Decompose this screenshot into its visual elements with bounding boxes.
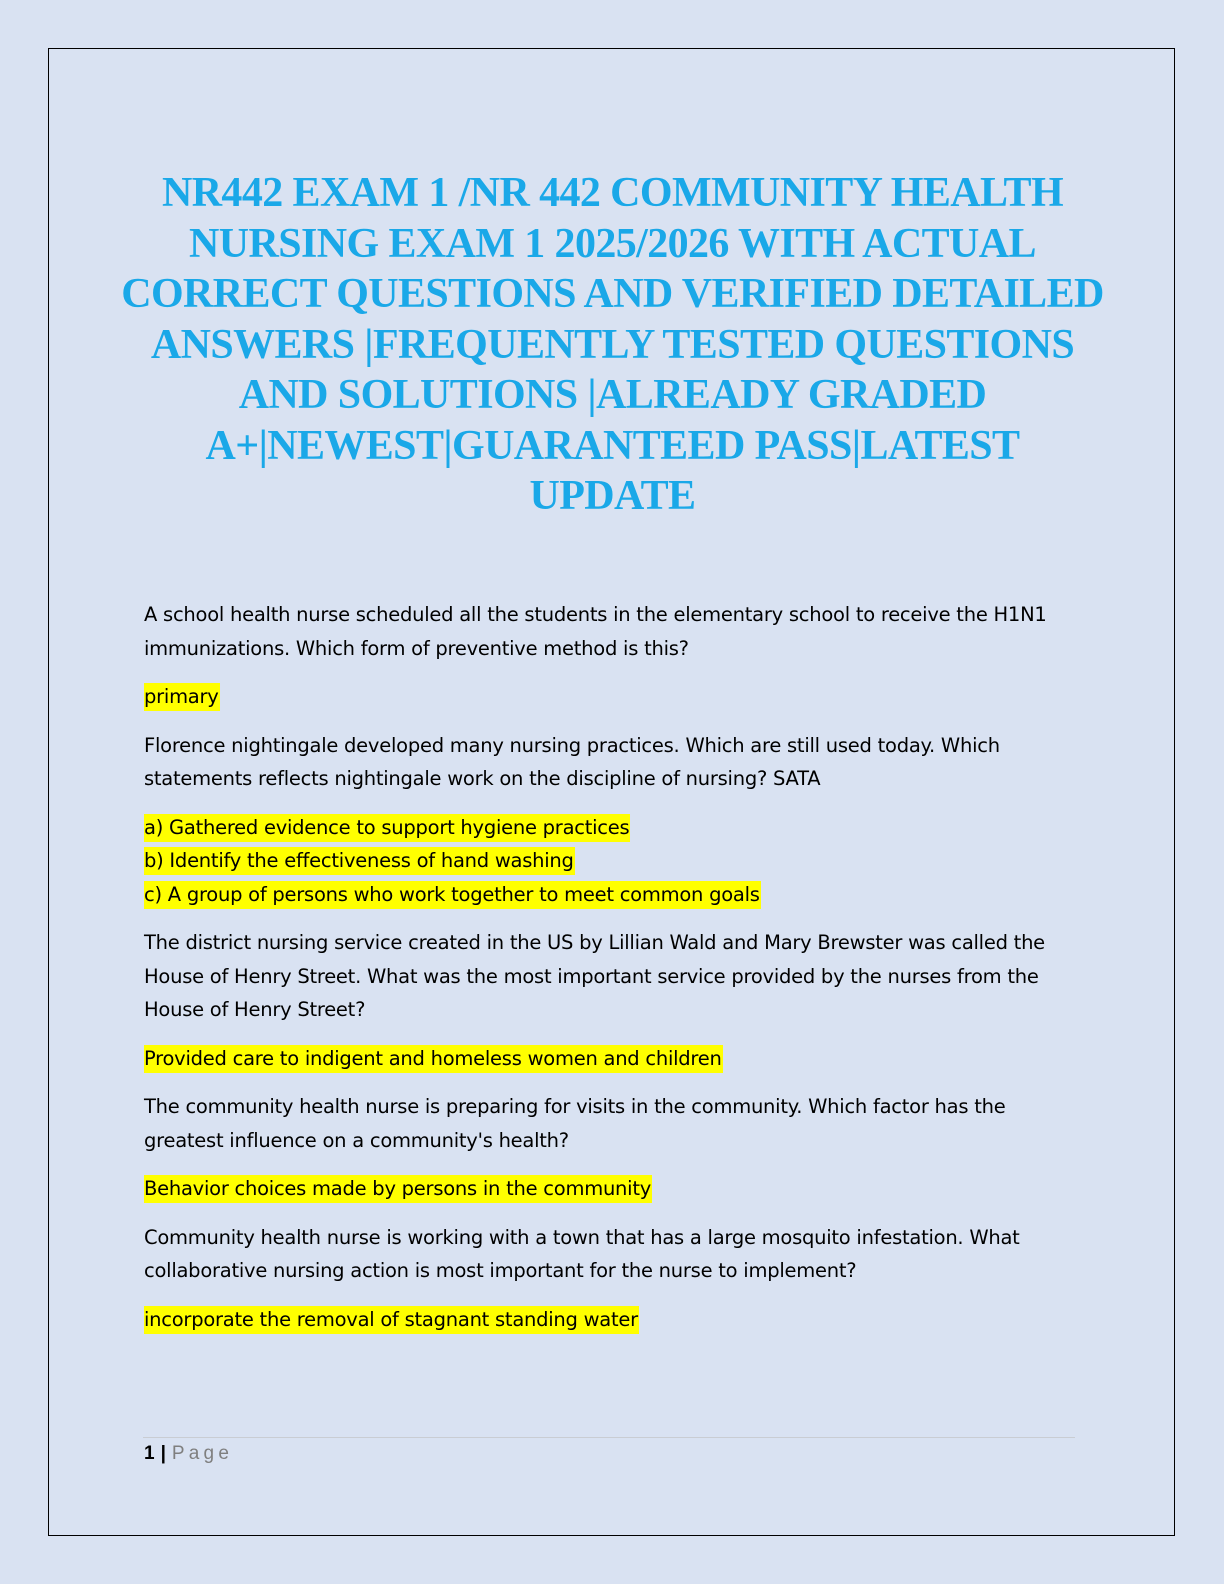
answer-group [144, 1042, 1079, 1076]
highlighted-answer: Provided care to indigent and homeless women and children [144, 1045, 723, 1073]
question-text: The district nursing service created in the US by Lillian Wald and Mary Brewster was called the House of Henry Street. What was the most important service provided by the nurses from the House of Henry Street? [144, 931, 1045, 1021]
answer-line [144, 878, 1079, 912]
answer-line [144, 1303, 1079, 1337]
page-number: 1 [144, 1443, 155, 1464]
highlighted-answer: a) Gathered evidence to support hygiene practices [144, 814, 630, 842]
highlighted-answer: incorporate the removal of stagnant standing water [144, 1306, 639, 1334]
highlighted-answer: b) Identify the effectiveness of hand washing [144, 847, 575, 875]
question-text: Community health nurse is working with a town that has a large mosquito infestation. What collaborative nursing action is most important for the nurse to implement? [144, 1225, 1020, 1282]
answer-group [144, 1172, 1079, 1206]
answer-group [144, 680, 1079, 714]
highlighted-answer: primary [144, 683, 220, 711]
answer-line [144, 1042, 1079, 1076]
document-title: NR442 EXAM 1 /NR 442 COMMUNITY HEALTH NURSING EXAM 1 2025/2026 WITH ACTUAL CORRECT QUESTIONS AND VERIFIED DETAILED ANSWERS |FREQUENTLY TESTED QUESTIONS AND SOLUTIONS |ALREADY GRADED A+|NEWEST|GUARANTEED PASS|LATEST UPDATE [121, 170, 1104, 519]
question-text: Florence nightingale developed many nursing practices. Which are still used today. Which statements reflects nightingale work on the discipline of nursing? SATA [144, 733, 1000, 790]
page-footer [144, 1441, 233, 1467]
footer-divider [143, 1437, 1075, 1438]
footer-separator: | [160, 1443, 166, 1464]
question-text: A school health nurse scheduled all the students in the elementary school to receive the H1N1 immunizations. Which form of preventive method is this? [144, 603, 1047, 660]
answer-line [144, 811, 1079, 845]
answer-group [144, 811, 1079, 912]
answer-group [144, 1303, 1079, 1337]
highlighted-answer: c) A group of persons who work together to meet common goals [144, 881, 761, 909]
question-text: The community health nurse is preparing for visits in the community. Which factor has the greatest influence on a community's health? [144, 1095, 1006, 1152]
highlighted-answer: Behavior choices made by persons in the community [144, 1175, 652, 1203]
qa-content [144, 598, 1079, 1351]
answer-line [144, 1172, 1079, 1206]
page-label: Page [171, 1443, 234, 1464]
answer-line [144, 680, 1079, 714]
answer-line [144, 844, 1079, 878]
